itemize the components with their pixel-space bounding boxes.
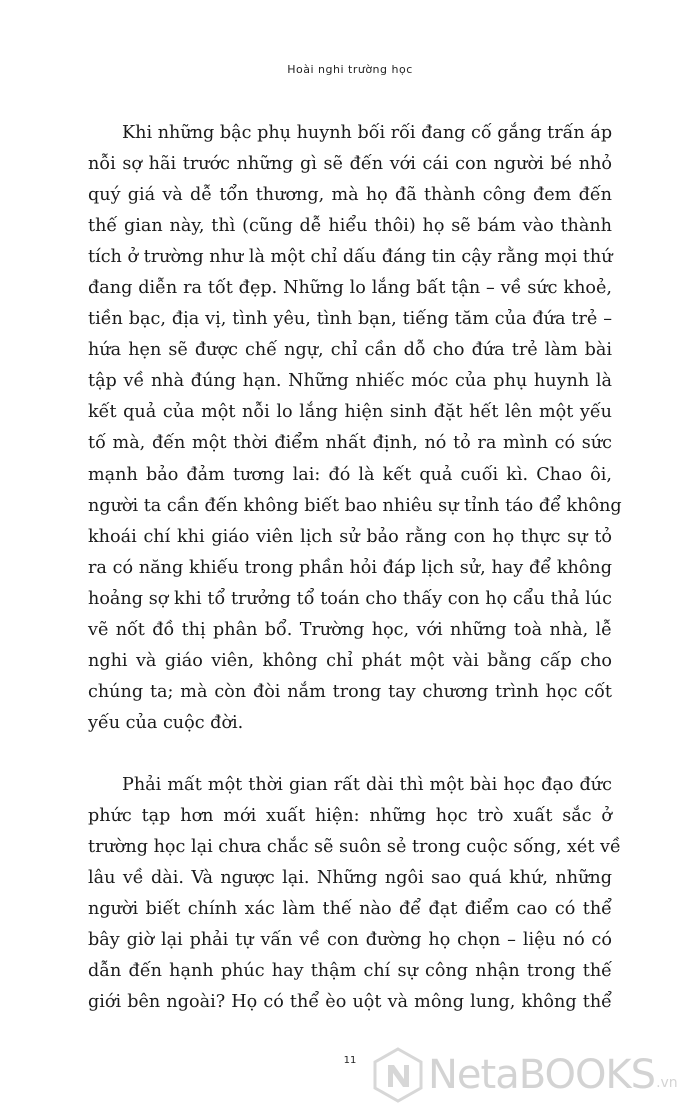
paragraph-1 [88, 118, 622, 739]
text-line: nghi và giáo viên, không chỉ phát một vài bằng cấp cho [88, 650, 612, 671]
text-line: quý giá và dễ tổn thương, mà họ đã thành công đem đến [88, 185, 612, 206]
text-line: kết quả của một nỗi lo lắng hiện sinh đặt hết lên một yếu [88, 402, 612, 423]
text-line: người ta cần đến không biết bao nhiêu sự tỉnh táo để không [88, 495, 622, 516]
text-line: chúng ta; mà còn đòi nắm trong tay chương trình học cốt [88, 681, 612, 702]
watermark-text: NetaBOOKS [428, 1052, 656, 1098]
text-line: giới bên ngoài? Họ có thể èo uột và mông lung, không thể [88, 992, 612, 1013]
text-line: tích ở trường như là một chỉ dấu đáng tin cậy rằng mọi thứ [88, 247, 613, 268]
text-line: tập về nhà đúng hạn. Những nhiếc móc của phụ huynh là [88, 371, 612, 392]
text-line: Khi những bậc phụ huynh bối rối đang cố gắng trấn áp [122, 123, 613, 143]
text-line: tố mà, đến một thời điểm nhất định, nó tỏ ra mình có sức [88, 433, 612, 454]
text-line: đang diễn ra tốt đẹp. Những lo lắng bất tận – về sức khoẻ, [88, 278, 612, 299]
text-line: người biết chính xác làm thế nào để đạt điểm cao có thể [88, 899, 612, 920]
text-line: khoái chí khi giáo viên lịch sử bảo rằng con họ thực sự tỏ [88, 526, 612, 547]
text-line: bây giờ lại phải tự vấn về con đường họ chọn – liệu nó có [88, 930, 612, 951]
text-line: vẽ nốt đồ thị phân bổ. Trường học, với những toà nhà, lễ [88, 619, 612, 640]
text-line: ra có năng khiếu trong phần hỏi đáp lịch sử, hay để không [88, 557, 612, 578]
body-text [88, 118, 622, 1018]
text-line: tiền bạc, địa vị, tình yêu, tình bạn, tiếng tăm của đứa trẻ – [88, 309, 612, 330]
watermark-suffix: .vn [656, 1075, 678, 1091]
page-number: 11 [343, 1055, 357, 1066]
running-header: Hoài nghi trường học [287, 63, 413, 76]
text-line: phức tạp hơn mới xuất hiện: những học trò xuất sắc ở [88, 805, 612, 826]
text-line: trường học lại chưa chắc sẽ suôn sẻ trong cuộc sống, xét về [88, 837, 621, 858]
paragraph-gap [88, 739, 612, 770]
text-line: dẫn đến hạnh phúc hay thậm chí sự công nhận trong thế [88, 961, 612, 982]
text-line: thế gian này, thì (cũng dễ hiểu thôi) họ sẽ bám vào thành [88, 216, 612, 237]
text-line: Phải mất một thời gian rất dài thì một bài học đạo đức [122, 774, 612, 795]
text-line: hoảng sợ khi tổ trưởng tổ toán cho thấy con họ cẩu thả lúc [88, 588, 612, 609]
text-line: lâu về dài. Và ngược lại. Những ngôi sao quá khứ, những [88, 868, 612, 889]
text-line: nỗi sợ hãi trước những gì sẽ đến với cái con người bé nhỏ [88, 154, 612, 175]
text-line: hứa hẹn sẽ được chế ngự, chỉ cần dỗ cho đứa trẻ làm bài [88, 340, 612, 361]
watermark [372, 1045, 678, 1105]
text-line: yếu của cuộc đời. [88, 712, 244, 733]
paragraph-2 [88, 770, 621, 1018]
text-line: mạnh bảo đảm tương lai: đó là kết quả cuối kì. Chao ôi, [88, 464, 612, 485]
neta-logo-icon [372, 1047, 424, 1103]
